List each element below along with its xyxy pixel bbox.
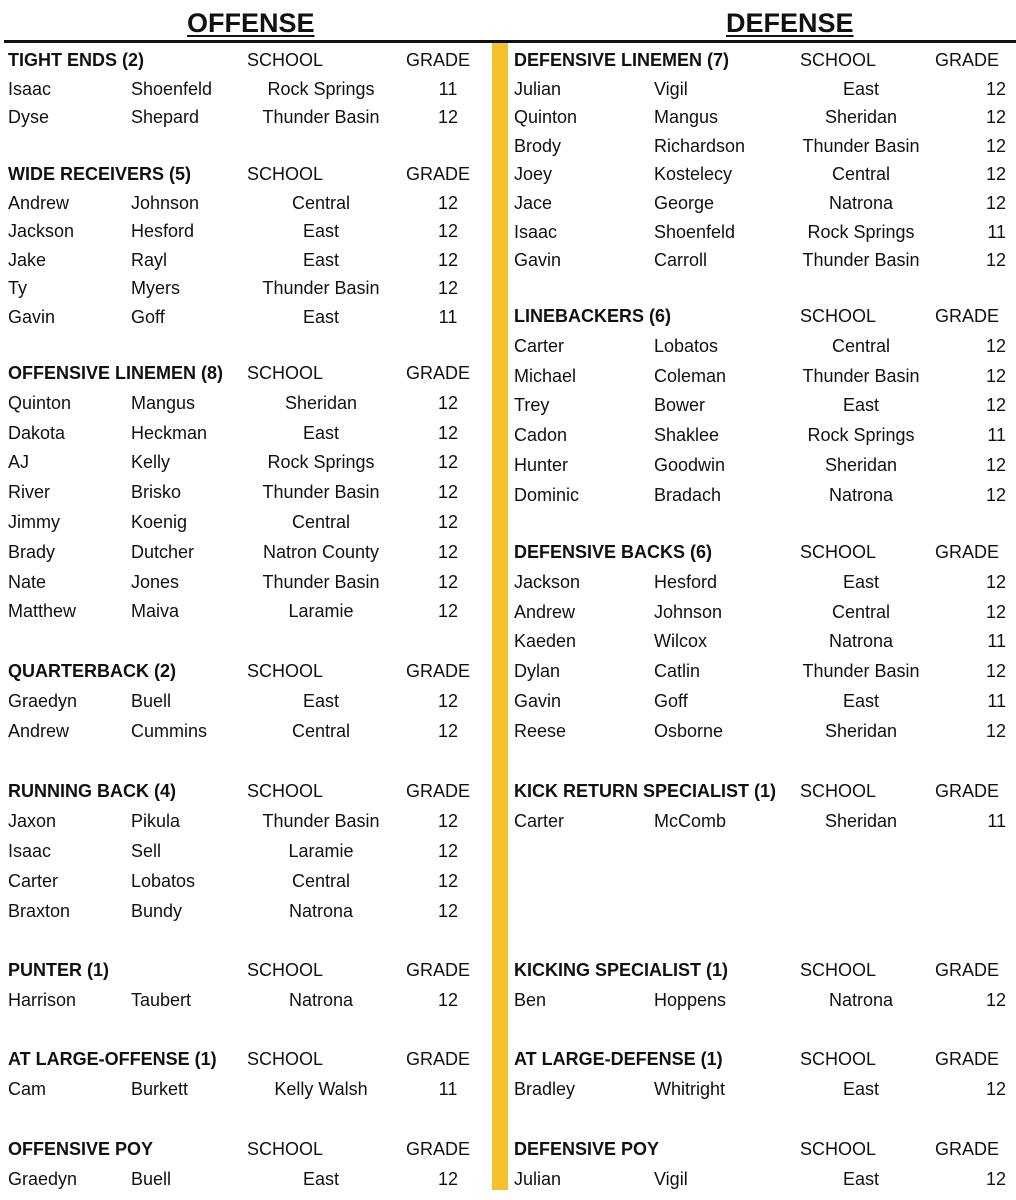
grade-column-label: GRADE xyxy=(935,1049,1000,1069)
player-grade: 12 xyxy=(437,841,459,861)
grade-column-label: GRADE xyxy=(406,781,471,801)
player-first-name: Graedyn xyxy=(8,691,78,711)
player-grade: 12 xyxy=(985,661,1006,682)
player-school: Natron County xyxy=(262,541,380,562)
section-heading: KICKING SPECIALIST (1) xyxy=(514,960,729,980)
player-grade: 12 xyxy=(437,482,459,503)
player-first-name: Jaxon xyxy=(8,811,57,831)
player-grade: 11 xyxy=(438,1079,458,1099)
player-school: East xyxy=(842,691,880,711)
player-last-name: McComb xyxy=(654,811,727,831)
player-school: East xyxy=(302,691,340,711)
player-row xyxy=(0,567,1016,597)
player-first-name: Jackson xyxy=(514,571,581,592)
section-heading: RUNNING BACK (4) xyxy=(8,781,176,801)
player-grade: 12 xyxy=(437,192,459,213)
player-first-name: Cadon xyxy=(514,425,568,446)
player-school: Sheridan xyxy=(824,811,898,831)
player-first-name: Cam xyxy=(8,1079,47,1099)
player-last-name: Vigil xyxy=(654,1169,688,1189)
player-row xyxy=(0,217,1016,247)
player-school: Thunder Basin xyxy=(802,661,920,682)
player-last-name: Brisko xyxy=(131,482,182,503)
player-row xyxy=(0,716,1016,746)
player-last-name: Carroll xyxy=(654,250,708,271)
player-grade: 12 xyxy=(437,601,459,622)
section-heading: TIGHT ENDS (2) xyxy=(8,50,145,70)
player-row xyxy=(0,420,1016,450)
player-school: Thunder Basin xyxy=(802,250,920,271)
player-school: East xyxy=(302,422,340,443)
player-row xyxy=(0,597,1016,627)
player-grade: 12 xyxy=(437,541,459,562)
player-last-name: Hesford xyxy=(131,221,195,242)
player-school: Sheridan xyxy=(824,107,898,128)
player-last-name: Dutcher xyxy=(131,541,195,562)
player-first-name: River xyxy=(8,482,51,503)
school-column-label: SCHOOL xyxy=(247,164,324,184)
player-grade: 12 xyxy=(437,452,459,473)
section-header xyxy=(0,1044,1016,1074)
grade-column-label: GRADE xyxy=(935,542,1000,562)
grade-column-label: GRADE xyxy=(935,50,1000,70)
player-last-name: Goodwin xyxy=(654,455,726,475)
player-school: Rock Springs xyxy=(807,425,915,446)
player-last-name: Catlin xyxy=(654,661,701,682)
player-first-name: Jimmy xyxy=(8,512,60,532)
player-grade: 12 xyxy=(437,392,459,413)
player-row xyxy=(0,480,1016,510)
grade-column-label: GRADE xyxy=(406,50,471,70)
player-first-name: Julian xyxy=(514,1169,562,1189)
header-rule xyxy=(4,40,1016,43)
player-grade: 11 xyxy=(987,811,1006,831)
player-last-name: Goff xyxy=(654,691,688,711)
player-last-name: Shaklee xyxy=(654,425,720,446)
section-header xyxy=(0,955,1016,985)
section-heading: QUARTERBACK (2) xyxy=(8,661,176,681)
school-column-label: SCHOOL xyxy=(247,363,324,383)
player-school: East xyxy=(302,307,340,327)
player-last-name: Burkett xyxy=(131,1079,189,1099)
player-first-name: Bradley xyxy=(514,1079,576,1099)
player-first-name: Graedyn xyxy=(8,1169,78,1189)
section-heading: OFFENSIVE POY xyxy=(8,1139,154,1159)
player-grade: 12 xyxy=(985,250,1006,271)
section-heading: KICK RETURN SPECIALIST (1) xyxy=(514,781,777,801)
school-column-label: SCHOOL xyxy=(247,1139,324,1159)
player-grade: 11 xyxy=(987,425,1006,446)
section-header xyxy=(0,45,1016,75)
player-school: Thunder Basin xyxy=(802,365,920,386)
player-grade: 12 xyxy=(437,571,459,592)
player-grade: 12 xyxy=(437,721,459,741)
defense-title: DEFENSE xyxy=(726,8,854,38)
section-header xyxy=(0,1134,1016,1164)
player-school: East xyxy=(842,571,880,592)
player-last-name: Jones xyxy=(131,571,180,592)
player-school: Kelly Walsh xyxy=(274,1079,368,1099)
section-header xyxy=(0,776,1016,806)
school-column-label: SCHOOL xyxy=(247,960,324,980)
player-first-name: Joey xyxy=(514,164,553,185)
player-row xyxy=(0,985,1016,1015)
player-row xyxy=(0,131,1016,161)
player-first-name: Ty xyxy=(8,278,28,299)
player-last-name: Cummins xyxy=(131,721,208,741)
player-last-name: Vigil xyxy=(654,78,688,99)
player-grade: 12 xyxy=(437,811,459,831)
player-grade: 12 xyxy=(985,571,1006,592)
grade-column-label: GRADE xyxy=(406,960,471,980)
player-last-name: Coleman xyxy=(654,365,727,386)
school-column-label: SCHOOL xyxy=(800,781,877,801)
player-row xyxy=(0,626,1016,656)
grade-column-label: GRADE xyxy=(406,1049,471,1069)
player-first-name: Trey xyxy=(514,395,550,416)
player-grade: 12 xyxy=(985,720,1006,741)
player-last-name: Kelly xyxy=(131,452,171,473)
player-first-name: Braxton xyxy=(8,901,71,921)
player-last-name: Whitright xyxy=(654,1079,726,1099)
player-row xyxy=(0,866,1016,896)
grade-column-label: GRADE xyxy=(935,960,1000,980)
player-school: Central xyxy=(291,721,351,741)
section-header xyxy=(0,537,1016,567)
grade-column-label: GRADE xyxy=(406,363,471,383)
player-grade: 12 xyxy=(985,135,1006,156)
player-grade: 12 xyxy=(985,601,1006,622)
player-row xyxy=(0,188,1016,218)
school-column-label: SCHOOL xyxy=(800,542,877,562)
player-school: Central xyxy=(291,192,351,213)
player-last-name: Shoenfeld xyxy=(654,221,736,242)
player-grade: 12 xyxy=(985,365,1006,386)
player-school: East xyxy=(302,221,340,242)
player-school: Thunder Basin xyxy=(802,135,920,156)
player-school: Sheridan xyxy=(824,455,898,475)
player-last-name: George xyxy=(654,193,715,213)
player-last-name: Mangus xyxy=(654,107,719,128)
player-row xyxy=(0,74,1016,104)
player-school: East xyxy=(842,78,880,99)
player-first-name: Jake xyxy=(8,249,47,270)
player-last-name: Koenig xyxy=(131,512,188,532)
player-grade: 12 xyxy=(985,455,1006,475)
player-row xyxy=(0,1164,1016,1194)
player-last-name: Goff xyxy=(131,307,165,327)
player-grade: 12 xyxy=(985,164,1006,185)
player-first-name: Jackson xyxy=(8,221,75,242)
player-school: Thunder Basin xyxy=(262,107,380,128)
player-grade: 12 xyxy=(437,691,459,711)
player-last-name: Taubert xyxy=(131,990,192,1010)
player-school: Rock Springs xyxy=(807,221,915,242)
player-row xyxy=(0,656,1016,686)
player-school: East xyxy=(842,1169,880,1189)
player-first-name: AJ xyxy=(8,452,30,473)
player-first-name: Gavin xyxy=(514,250,562,271)
player-grade: 12 xyxy=(437,278,459,299)
player-school: Laramie xyxy=(288,601,354,622)
player-first-name: Kaeden xyxy=(514,631,577,652)
section-heading: DEFENSIVE POY xyxy=(514,1139,660,1159)
player-first-name: Matthew xyxy=(8,601,77,622)
player-grade: 12 xyxy=(985,1169,1006,1189)
player-school: Central xyxy=(291,871,351,891)
grade-column-label: GRADE xyxy=(406,164,471,184)
player-first-name: Quinton xyxy=(8,392,72,413)
player-school: Natrona xyxy=(288,901,354,921)
player-school: Natrona xyxy=(288,990,354,1010)
grade-column-label: GRADE xyxy=(935,781,1000,801)
player-first-name: Hunter xyxy=(514,455,569,475)
player-row xyxy=(0,273,1016,303)
school-column-label: SCHOOL xyxy=(800,1139,877,1159)
player-grade: 12 xyxy=(985,395,1006,416)
player-grade: 12 xyxy=(985,78,1006,99)
player-grade: 11 xyxy=(987,221,1006,242)
school-column-label: SCHOOL xyxy=(247,50,324,70)
player-grade: 12 xyxy=(437,901,459,921)
player-row xyxy=(0,361,1016,391)
school-column-label: SCHOOL xyxy=(800,50,877,70)
section-heading: WIDE RECEIVERS (5) xyxy=(8,164,192,184)
player-last-name: Osborne xyxy=(654,720,724,741)
player-school: Natrona xyxy=(828,631,894,652)
player-row xyxy=(0,896,1016,926)
player-grade: 11 xyxy=(438,78,458,99)
player-last-name: Lobatos xyxy=(654,335,719,356)
player-grade: 12 xyxy=(985,990,1006,1010)
player-school: Sheridan xyxy=(824,720,898,741)
school-column-label: SCHOOL xyxy=(247,781,324,801)
player-last-name: Johnson xyxy=(654,601,723,622)
section-heading: PUNTER (1) xyxy=(8,960,110,980)
player-school: Thunder Basin xyxy=(262,482,380,503)
player-row xyxy=(0,686,1016,716)
player-row xyxy=(0,245,1016,275)
player-last-name: Bradach xyxy=(654,484,722,505)
offense-title: OFFENSE xyxy=(187,8,315,38)
player-school: Laramie xyxy=(288,841,354,861)
player-first-name: Andrew xyxy=(8,192,70,213)
section-heading: LINEBACKERS (6) xyxy=(514,306,672,326)
player-row xyxy=(0,1074,1016,1104)
player-first-name: Reese xyxy=(514,720,567,741)
player-school: East xyxy=(302,249,340,270)
player-school: Sheridan xyxy=(284,392,358,413)
player-school: Thunder Basin xyxy=(262,278,380,299)
player-last-name: Shepard xyxy=(131,107,200,128)
player-school: Thunder Basin xyxy=(262,811,380,831)
player-grade: 12 xyxy=(985,484,1006,505)
section-heading: DEFENSIVE BACKS (6) xyxy=(514,542,713,562)
grade-column-label: GRADE xyxy=(935,1139,1000,1159)
player-last-name: Hoppens xyxy=(654,990,727,1010)
player-last-name: Buell xyxy=(131,691,172,711)
player-school: Thunder Basin xyxy=(262,571,380,592)
player-grade: 12 xyxy=(437,422,459,443)
player-last-name: Richardson xyxy=(654,135,746,156)
school-column-label: SCHOOL xyxy=(247,661,324,681)
player-row xyxy=(0,331,1016,361)
player-grade: 12 xyxy=(437,990,459,1010)
player-grade: 12 xyxy=(437,249,459,270)
player-grade: 11 xyxy=(987,691,1006,711)
player-grade: 12 xyxy=(437,221,459,242)
player-school: Rock Springs xyxy=(267,78,375,99)
section-header xyxy=(0,301,1016,331)
player-school: Central xyxy=(291,512,351,532)
player-last-name: Wilcox xyxy=(654,631,707,652)
player-school: East xyxy=(842,1079,880,1099)
player-school: Rock Springs xyxy=(267,452,375,473)
player-last-name: Bundy xyxy=(131,901,183,921)
player-grade: 12 xyxy=(437,1169,459,1189)
player-grade: 12 xyxy=(985,107,1006,128)
player-first-name: Carter xyxy=(514,335,565,356)
grade-column-label: GRADE xyxy=(935,306,1000,326)
player-last-name: Rayl xyxy=(131,249,168,270)
player-school: Natrona xyxy=(828,193,894,213)
player-first-name: Brady xyxy=(8,541,56,562)
player-row xyxy=(0,102,1016,132)
player-grade: 12 xyxy=(985,193,1006,213)
player-first-name: Carter xyxy=(514,811,565,831)
player-grade: 12 xyxy=(437,871,459,891)
player-first-name: Isaac xyxy=(8,78,52,99)
player-first-name: Brody xyxy=(514,135,562,156)
player-last-name: Kostelecy xyxy=(654,164,733,185)
player-school: Natrona xyxy=(828,990,894,1010)
school-column-label: SCHOOL xyxy=(800,960,877,980)
school-column-label: SCHOOL xyxy=(800,306,877,326)
player-first-name: Ben xyxy=(514,990,547,1010)
school-column-label: SCHOOL xyxy=(800,1049,877,1069)
grade-column-label: GRADE xyxy=(406,1139,471,1159)
player-first-name: Isaac xyxy=(514,221,558,242)
school-column-label: SCHOOL xyxy=(247,1049,324,1069)
player-grade: 11 xyxy=(987,631,1006,652)
player-school: Natrona xyxy=(828,484,894,505)
player-first-name: Jace xyxy=(514,193,553,213)
player-first-name: Andrew xyxy=(8,721,70,741)
player-first-name: Dyse xyxy=(8,107,50,128)
player-first-name: Isaac xyxy=(8,841,52,861)
player-first-name: Michael xyxy=(514,365,577,386)
player-last-name: Pikula xyxy=(131,811,181,831)
player-first-name: Quinton xyxy=(514,107,578,128)
grade-column-label: GRADE xyxy=(406,661,471,681)
player-first-name: Dakota xyxy=(8,422,66,443)
section-heading: OFFENSIVE LINEMEN (8) xyxy=(8,363,224,383)
player-row xyxy=(0,836,1016,866)
player-first-name: Dylan xyxy=(514,661,561,682)
player-row xyxy=(0,450,1016,480)
player-first-name: Andrew xyxy=(514,601,576,622)
player-row xyxy=(0,390,1016,420)
player-grade: 11 xyxy=(438,307,458,327)
section-heading: AT LARGE-OFFENSE (1) xyxy=(8,1049,217,1069)
player-first-name: Nate xyxy=(8,571,47,592)
player-last-name: Bower xyxy=(654,395,706,416)
player-school: Central xyxy=(831,335,891,356)
player-grade: 12 xyxy=(985,335,1006,356)
player-first-name: Julian xyxy=(514,78,562,99)
player-last-name: Heckman xyxy=(131,422,208,443)
player-school: East xyxy=(302,1169,340,1189)
player-grade: 12 xyxy=(437,512,459,532)
player-row xyxy=(0,159,1016,189)
player-last-name: Shoenfeld xyxy=(131,78,213,99)
player-last-name: Johnson xyxy=(131,192,200,213)
player-first-name: Gavin xyxy=(8,307,56,327)
player-school: Central xyxy=(831,601,891,622)
player-last-name: Lobatos xyxy=(131,871,196,891)
player-last-name: Hesford xyxy=(654,571,718,592)
player-first-name: Gavin xyxy=(514,691,562,711)
player-school: East xyxy=(842,395,880,416)
player-first-name: Harrison xyxy=(8,990,77,1010)
player-school: Central xyxy=(831,164,891,185)
section-heading: AT LARGE-DEFENSE (1) xyxy=(514,1049,723,1069)
section-heading: DEFENSIVE LINEMEN (7) xyxy=(514,50,730,70)
player-last-name: Buell xyxy=(131,1169,172,1189)
player-last-name: Sell xyxy=(131,841,162,861)
player-first-name: Dominic xyxy=(514,484,580,505)
player-last-name: Myers xyxy=(131,278,180,299)
player-grade: 12 xyxy=(985,1079,1006,1099)
player-row xyxy=(0,806,1016,836)
player-last-name: Maiva xyxy=(131,601,180,622)
player-last-name: Mangus xyxy=(131,392,196,413)
player-row xyxy=(0,507,1016,537)
player-first-name: Carter xyxy=(8,871,59,891)
player-grade: 12 xyxy=(437,107,459,128)
